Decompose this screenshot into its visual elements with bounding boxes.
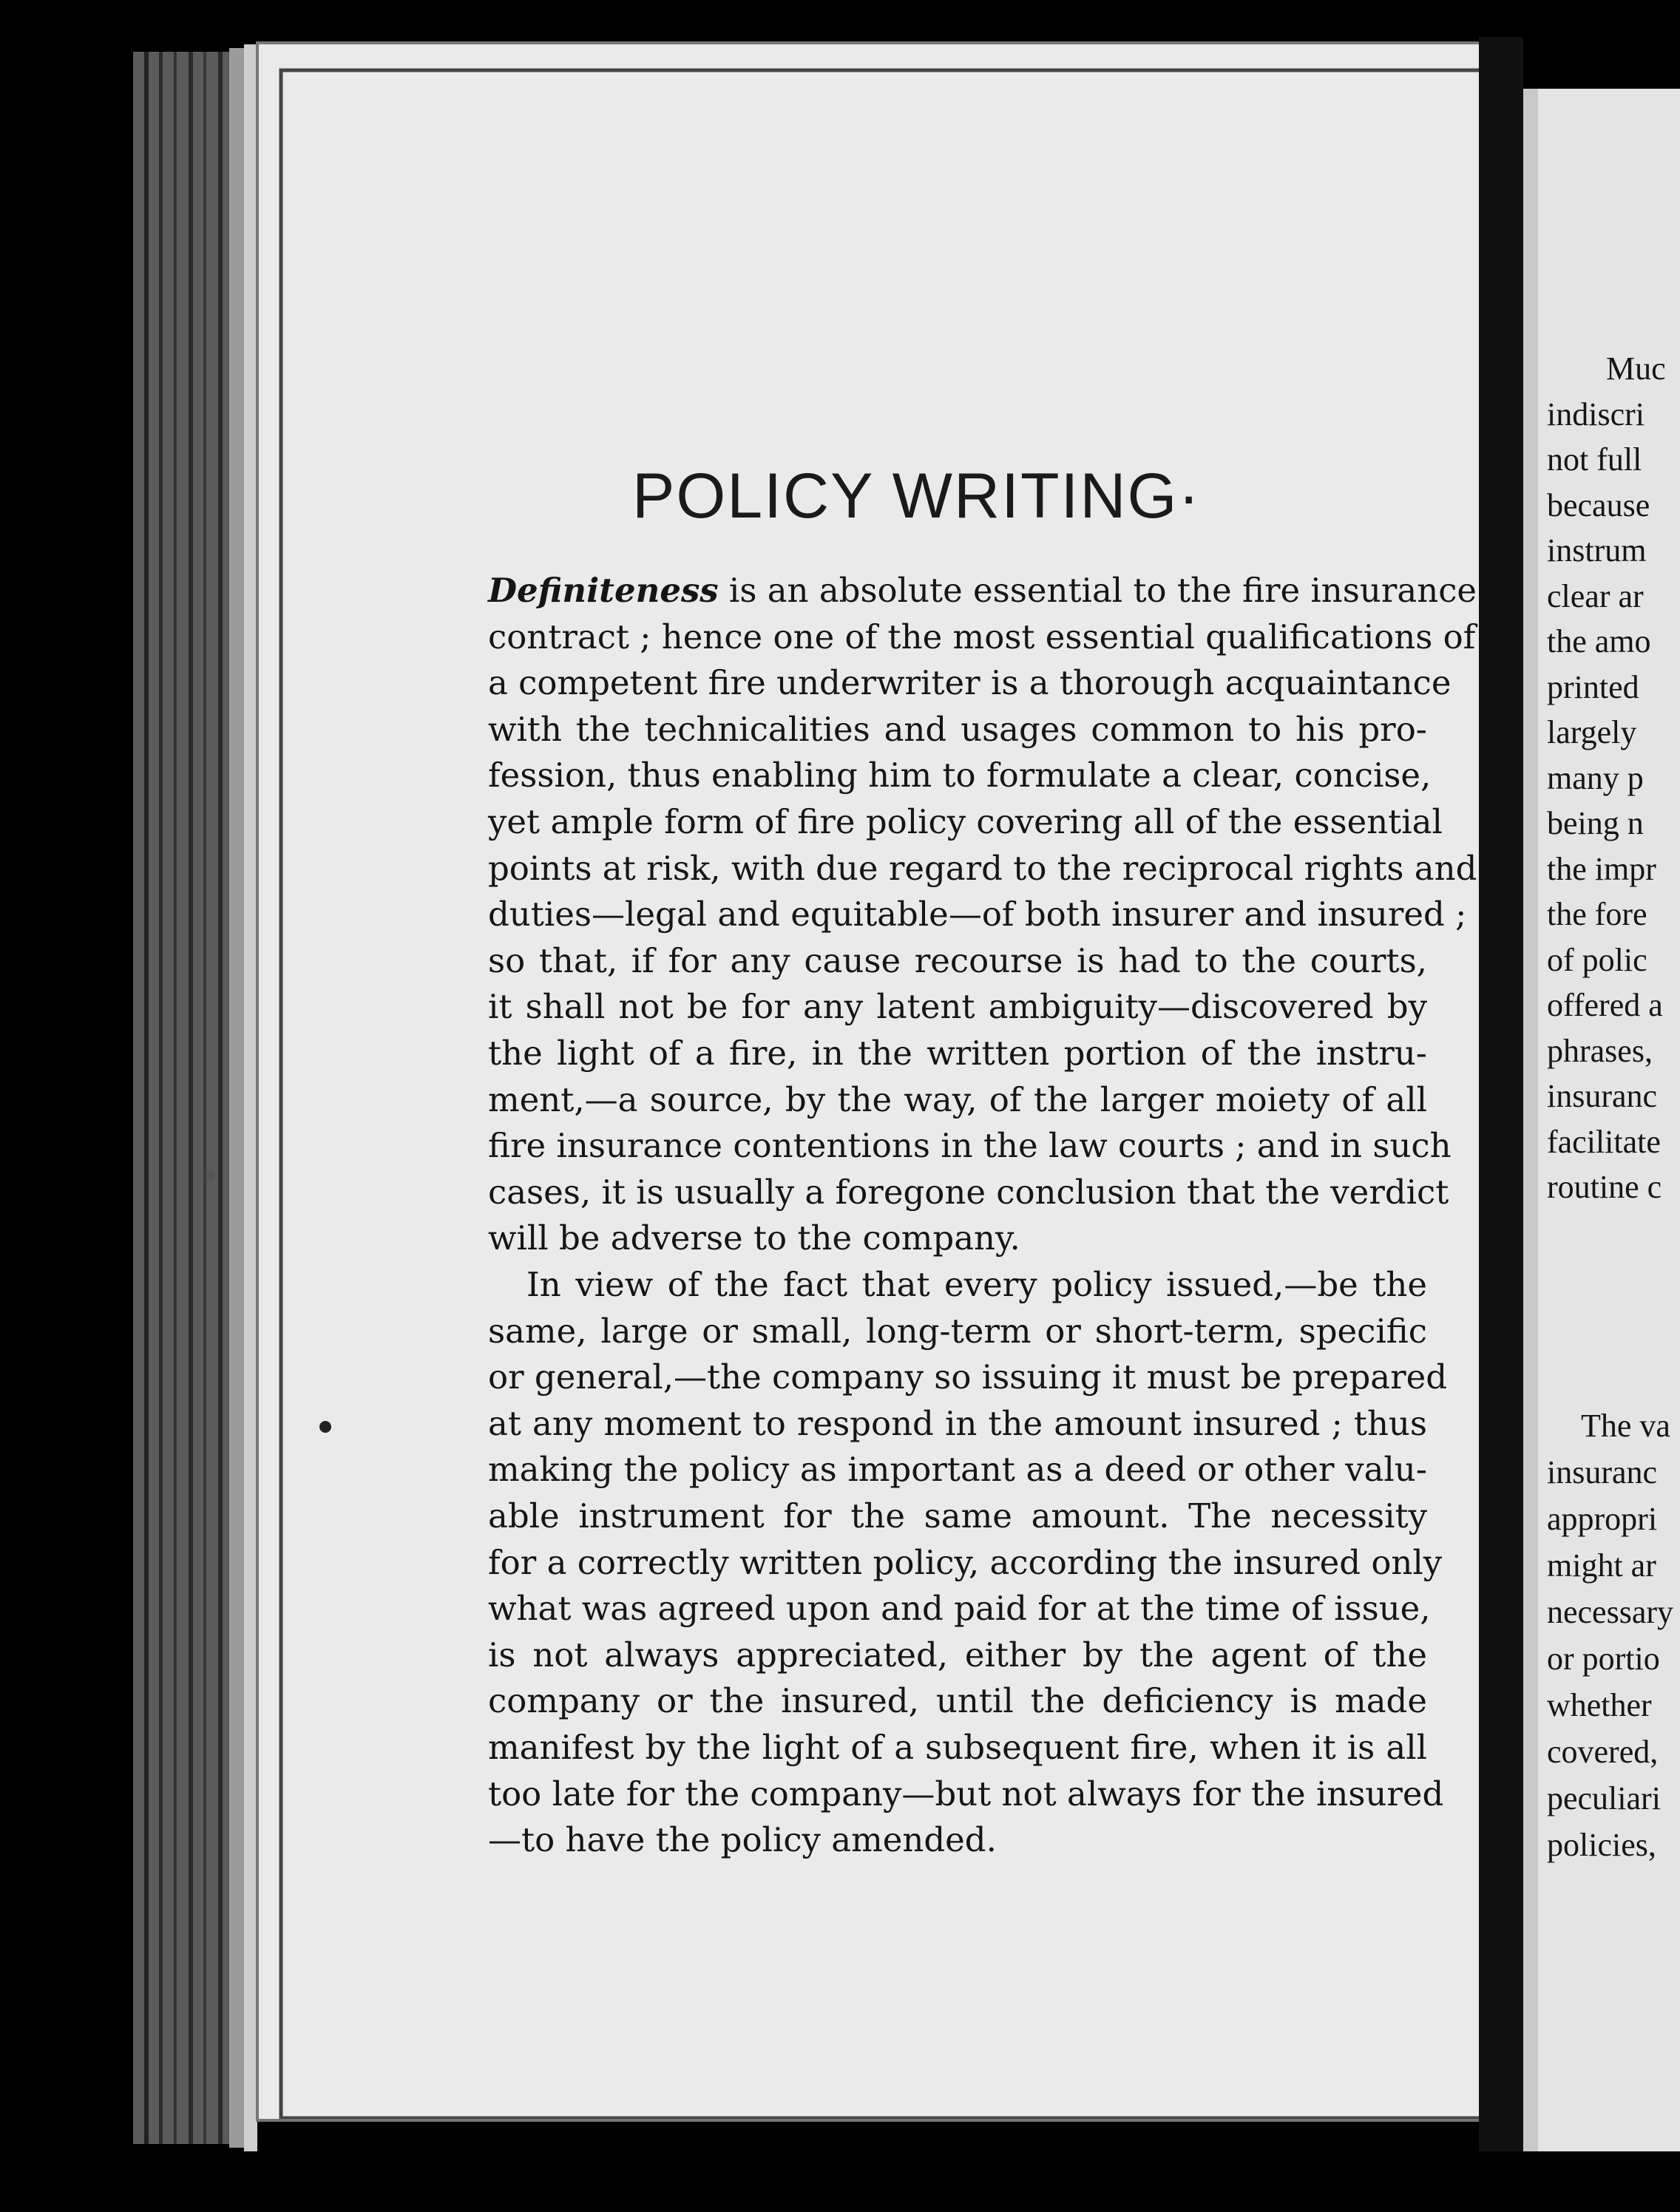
page-title: POLICY WRITING· — [632, 461, 1202, 532]
text-line: will be adverse to the company. — [488, 1218, 1020, 1258]
right-text-line: facilitate — [1547, 1123, 1661, 1160]
text-line: ment,—a source, by the way, of the larger moiety of all — [488, 1079, 1427, 1119]
text-line-rest: is an absolute essential to the fire insurance — [718, 571, 1477, 610]
right-text-line: many p — [1547, 759, 1644, 796]
text-line: contract ; hence one of the most essential qualifications of — [488, 617, 1476, 657]
text-line: for a correctly written policy, according the insured only — [488, 1542, 1443, 1582]
text-line: duties—legal and equitable—of both insurer and insured ; — [488, 895, 1467, 934]
text-line: at any moment to respond in the amount insured ; thus — [488, 1403, 1427, 1443]
text-line: with the technicalities and usages common to his pro- — [488, 709, 1427, 749]
text-line: yet ample form of fire policy covering all of the essential — [488, 802, 1443, 841]
right-text-line: not full — [1547, 441, 1642, 478]
right-text-line: routine c — [1547, 1169, 1662, 1205]
text-line: —to have the policy amended. — [488, 1820, 997, 1860]
right-text-line: printed — [1547, 668, 1639, 705]
text-line: company or the insured, until the deficiency is made — [488, 1681, 1427, 1721]
right-text-line: the fore — [1547, 896, 1647, 932]
text-line: the light of a fire, in the written portion of the instru- — [488, 1034, 1427, 1073]
text-line: fire insurance contentions in the law courts ; and in such — [488, 1126, 1452, 1166]
right-text-line: the amo — [1547, 623, 1651, 659]
right-text-line: whether — [1547, 1687, 1652, 1723]
text-line: cases, it is usually a foregone conclusion that the verdict — [488, 1172, 1449, 1212]
right-text-line: instrum — [1547, 532, 1647, 569]
right-text-line: peculiari — [1547, 1780, 1661, 1816]
text-line: manifest by the light of a subsequent fire, when it is all — [488, 1728, 1427, 1767]
right-text-line: the impr — [1547, 850, 1656, 887]
right-text-line: policies, — [1547, 1827, 1656, 1863]
text-line: same, large or small, long-term or short-term, specific — [488, 1311, 1427, 1351]
right-text-line: phrases, — [1547, 1032, 1653, 1069]
text-line: it shall not be for any latent ambiguity—discovered by — [488, 987, 1427, 1027]
text-line: points at risk, with due regard to the reciprocal rights and — [488, 848, 1477, 888]
page-edges — [133, 44, 257, 2151]
text-line: able instrument for the same amount. The necessity — [488, 1496, 1427, 1536]
right-text-line: offered a — [1547, 987, 1663, 1023]
right-text-line: indiscri — [1547, 396, 1645, 432]
right-text-line: The va — [1581, 1408, 1670, 1444]
text-line: making the policy as important as a deed or other valu- — [488, 1450, 1427, 1490]
text-line — [488, 568, 1477, 614]
text-line: or general,—the company so issuing it must be prepared — [488, 1357, 1448, 1397]
lead-word: Definiteness — [488, 571, 719, 610]
right-text-line: appropri — [1547, 1501, 1658, 1537]
right-text-line: because — [1547, 486, 1650, 523]
text-line: a competent fire underwriter is a thorough acquaintance — [488, 663, 1452, 703]
right-text-line: or portio — [1547, 1641, 1660, 1677]
text-line: so that, if for any cause recourse is had to the courts, — [488, 940, 1427, 980]
right-text-line: being n — [1547, 805, 1644, 841]
right-text-line: of polic — [1547, 941, 1647, 978]
right-text-line: insuranc — [1547, 1454, 1658, 1490]
text-line: fession, thus enabling him to formulate a clear, concise, — [488, 756, 1432, 795]
text-line: what was agreed upon and paid for at the time of issue, — [488, 1589, 1431, 1629]
right-text-line: clear ar — [1547, 577, 1644, 614]
text-line: too late for the company—but not always for the insured — [488, 1774, 1444, 1814]
right-text-line: covered, — [1547, 1734, 1659, 1770]
right-text-line: might ar — [1547, 1547, 1656, 1584]
text-line: In view of the fact that every policy issued,—be the — [526, 1265, 1427, 1304]
right-text-line: Muc — [1606, 350, 1666, 387]
text-line: is not always appreciated, either by the agent of the — [488, 1635, 1427, 1675]
right-text-line: necessary — [1547, 1594, 1674, 1630]
right-text-line: largely — [1547, 714, 1637, 750]
right-text-line: insuranc — [1547, 1078, 1658, 1114]
